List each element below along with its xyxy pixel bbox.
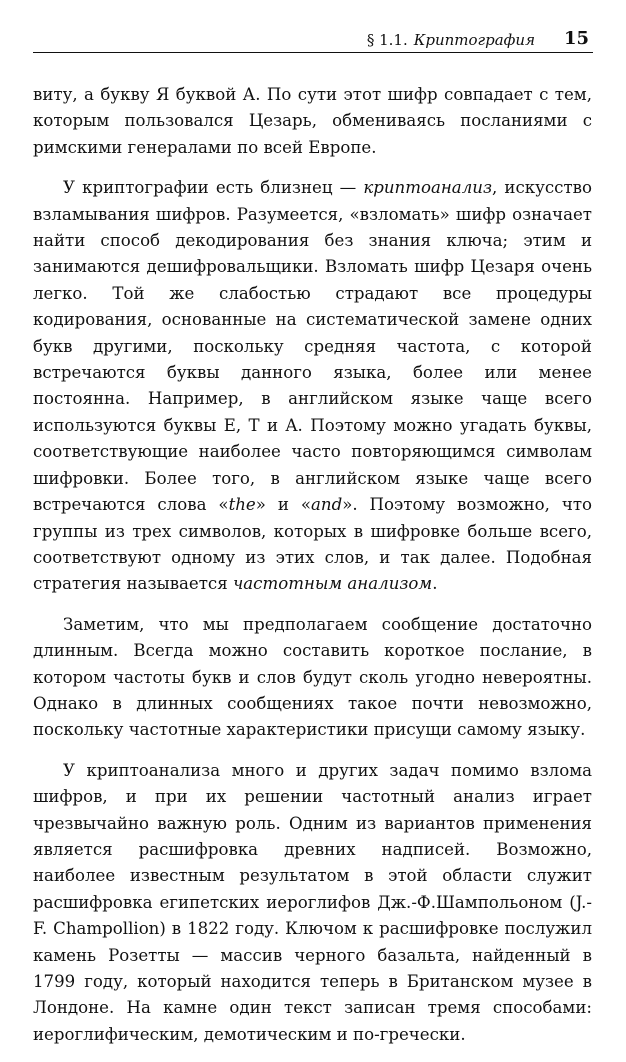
text-segment: ». Поэтому возможно, что группы из трех символов, которых в шифровке больше всего, соответствуют одному из этих слов, и так далее. Подобная стратегия называется: [33, 495, 592, 594]
term-the: the: [228, 495, 256, 515]
text-segment: У криптографии есть близнец —: [63, 178, 364, 198]
text-segment: » и «: [255, 495, 311, 515]
term-and: and: [310, 495, 343, 515]
page-number: 15: [563, 28, 589, 49]
text-segment: У криптоанализа много и других задач помимо взлома шифров, и при их решении частотный анализ играет чрезвычайно важную роль. Одним из вариантов применения является расшифровка древних надписей. Возможно, наиболее известным результатом в этой области служит расшифровка египетских иероглифов Дж.-Ф.Шампольоном (J.-F. Champollion) в 1822 году. Ключом к расшифровке послужил камень Розетты — массив черного базальта, найденный в 1799 году, который находится теперь в Британском музее в Лондоне. На камне один текст записан тремя способами: иероглифическим, демотическим и по-гречески.: [33, 760, 592, 1044]
body-text: [33, 82, 592, 1062]
text-segment: , искусство взламывания шифров. Разумеется, «взломать» шифр означает найти способ декодирования без знания ключа; этим и занимаются дешифровальщики. Взломать шифр Цезаря очень легко. Той же слабостью страдают все процедуры кодирования, основанные на систематической замене одних букв другими, поскольку средняя частота, с которой встречаются буквы данного языка, более или менее постоянна. Например, в английском языке чаще всего используются буквы E, T и A. Поэтому можно угадать буквы, соответствующие наиболее часто повторяющимся символам шифровки. Более того, в английском языке чаще всего встречаются слова «: [33, 178, 592, 515]
section-title: Криптография: [413, 31, 535, 49]
term-cryptanalysis: криптоанализ: [363, 178, 492, 198]
running-head: [33, 28, 593, 53]
section-number: § 1.1.: [366, 31, 408, 49]
text-segment: .: [432, 574, 438, 594]
paragraph: [33, 175, 592, 598]
paragraph: [33, 758, 592, 1048]
text-segment: виту, а букву Я буквой А. По сути этот шифр совпадает с тем, которым пользовался Цезарь, обмениваясь посланиями с римскими генералами по всей Европе.: [33, 85, 592, 157]
section-reference: [367, 31, 535, 49]
paragraph: [33, 82, 592, 161]
text-segment: Заметим, что мы предполагаем сообщение достаточно длинным. Всегда можно составить короткое послание, в котором частоты букв и слов будут сколь угодно невероятны. Однако в длинных сообщениях такое почти невозможно, поскольку частотные характеристики присущи самому языку.: [33, 614, 592, 740]
term-frequency-analysis: частотным анализом: [232, 574, 433, 594]
paragraph: [33, 612, 592, 744]
